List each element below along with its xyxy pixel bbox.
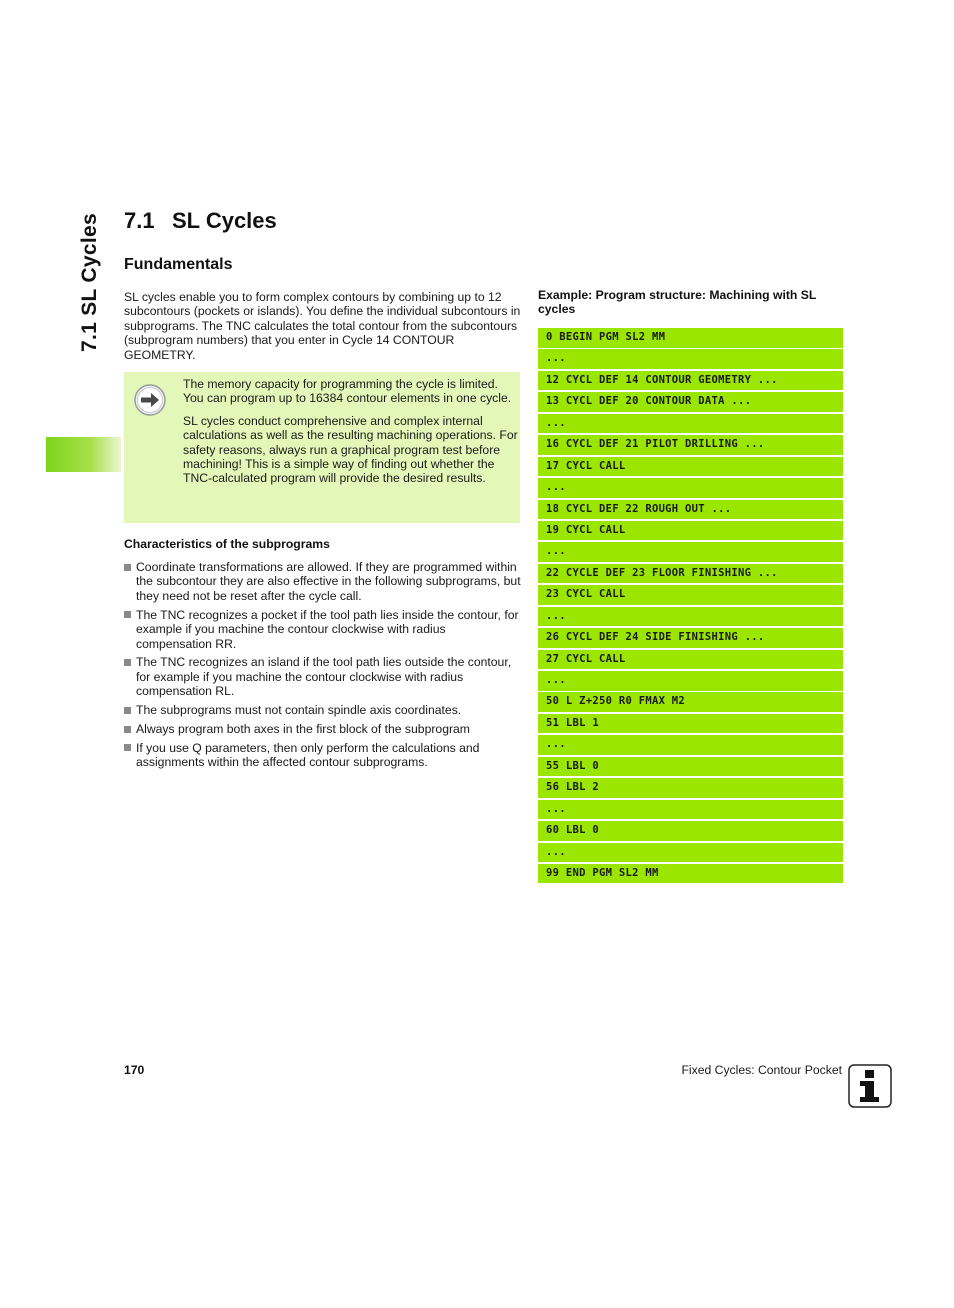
code-line: ... <box>538 843 843 863</box>
code-line: ... <box>538 607 843 627</box>
code-line: ... <box>538 800 843 820</box>
code-line: 23 CYCL CALL <box>538 585 843 605</box>
characteristics-heading: Characteristics of the subprograms <box>124 537 330 551</box>
code-line: 26 CYCL DEF 24 SIDE FINISHING ... <box>538 628 843 648</box>
code-line: ... <box>538 542 843 562</box>
code-line: ... <box>538 414 843 434</box>
side-tab-marker <box>46 437 121 472</box>
code-line: 50 L Z+250 R0 FMAX M2 <box>538 692 843 712</box>
code-line: 19 CYCL CALL <box>538 521 843 541</box>
code-line: 22 CYCLE DEF 23 FLOOR FINISHING ... <box>538 564 843 584</box>
page-number: 170 <box>124 1063 145 1077</box>
list-item: The TNC recognizes a pocket if the tool path lies inside the contour, for example if you machine the contour clockwise with radius compensation RR. <box>124 608 522 651</box>
side-tab-label: 7.1 SL Cycles <box>78 213 101 352</box>
chapter-number: 7.1 <box>124 208 155 233</box>
list-item: Always program both axes in the first block of the subprogram <box>124 722 522 736</box>
code-line: 55 LBL 0 <box>538 757 843 777</box>
code-line: 18 CYCL DEF 22 ROUGH OUT ... <box>538 500 843 520</box>
list-item: If you use Q parameters, then only perform the calculations and assignments within the affected contour subprograms. <box>124 741 522 770</box>
code-line: ... <box>538 478 843 498</box>
list-item: The TNC recognizes an island if the tool path lies outside the contour, for example if you machine the contour clockwise with radius compensation RL. <box>124 655 522 698</box>
code-line: 27 CYCL CALL <box>538 650 843 670</box>
example-heading: Example: Program structure: Machining with SL cycles <box>538 288 817 317</box>
note-text <box>183 377 518 494</box>
info-icon <box>848 1064 892 1108</box>
chapter-name: SL Cycles <box>172 208 277 233</box>
footer-title: Fixed Cycles: Contour Pocket <box>681 1063 842 1077</box>
code-line: 0 BEGIN PGM SL2 MM <box>538 328 843 348</box>
characteristics-list <box>124 560 522 774</box>
chapter-title <box>124 208 277 234</box>
code-line: ... <box>538 349 843 369</box>
code-line: 13 CYCL DEF 20 CONTOUR DATA ... <box>538 392 843 412</box>
code-line: ... <box>538 671 843 691</box>
list-item: The subprograms must not contain spindle axis coordinates. <box>124 703 522 717</box>
code-line: 99 END PGM SL2 MM <box>538 864 843 884</box>
code-line: 56 LBL 2 <box>538 778 843 798</box>
code-line: 60 LBL 0 <box>538 821 843 841</box>
code-line: 17 CYCL CALL <box>538 457 843 477</box>
code-line: 16 CYCL DEF 21 PILOT DRILLING ... <box>538 435 843 455</box>
note-paragraph: SL cycles conduct comprehensive and complex internal calculations as well as the resulting machining operations. For safety reasons, always run a graphical program test before machining! This is a simple way of finding out whether the TNC-calculated program will provide the desired results. <box>183 413 518 486</box>
code-line: 51 LBL 1 <box>538 714 843 734</box>
list-item: Coordinate transformations are allowed. If they are programmed within the subcontour they are also effective in the following subprograms, but they need not be reset after the cycle call. <box>124 560 522 603</box>
code-line: 12 CYCL DEF 14 CONTOUR GEOMETRY ... <box>538 371 843 391</box>
arrow-right-icon <box>134 384 166 416</box>
note-paragraph: The memory capacity for programming the cycle is limited. You can program up to 16384 contour elements in one cycle. <box>183 377 512 406</box>
program-listing <box>538 328 843 885</box>
intro-paragraph: SL cycles enable you to form complex contours by combining up to 12 subcontours (pockets or islands). You define the individual subcontours in subprograms. The TNC calculates the total contour from the subcontours (subprogram numbers) that you enter in Cycle 14 CONTOUR GEOMETRY. <box>124 290 521 362</box>
code-line: ... <box>538 735 843 755</box>
section-title: Fundamentals <box>124 256 233 273</box>
